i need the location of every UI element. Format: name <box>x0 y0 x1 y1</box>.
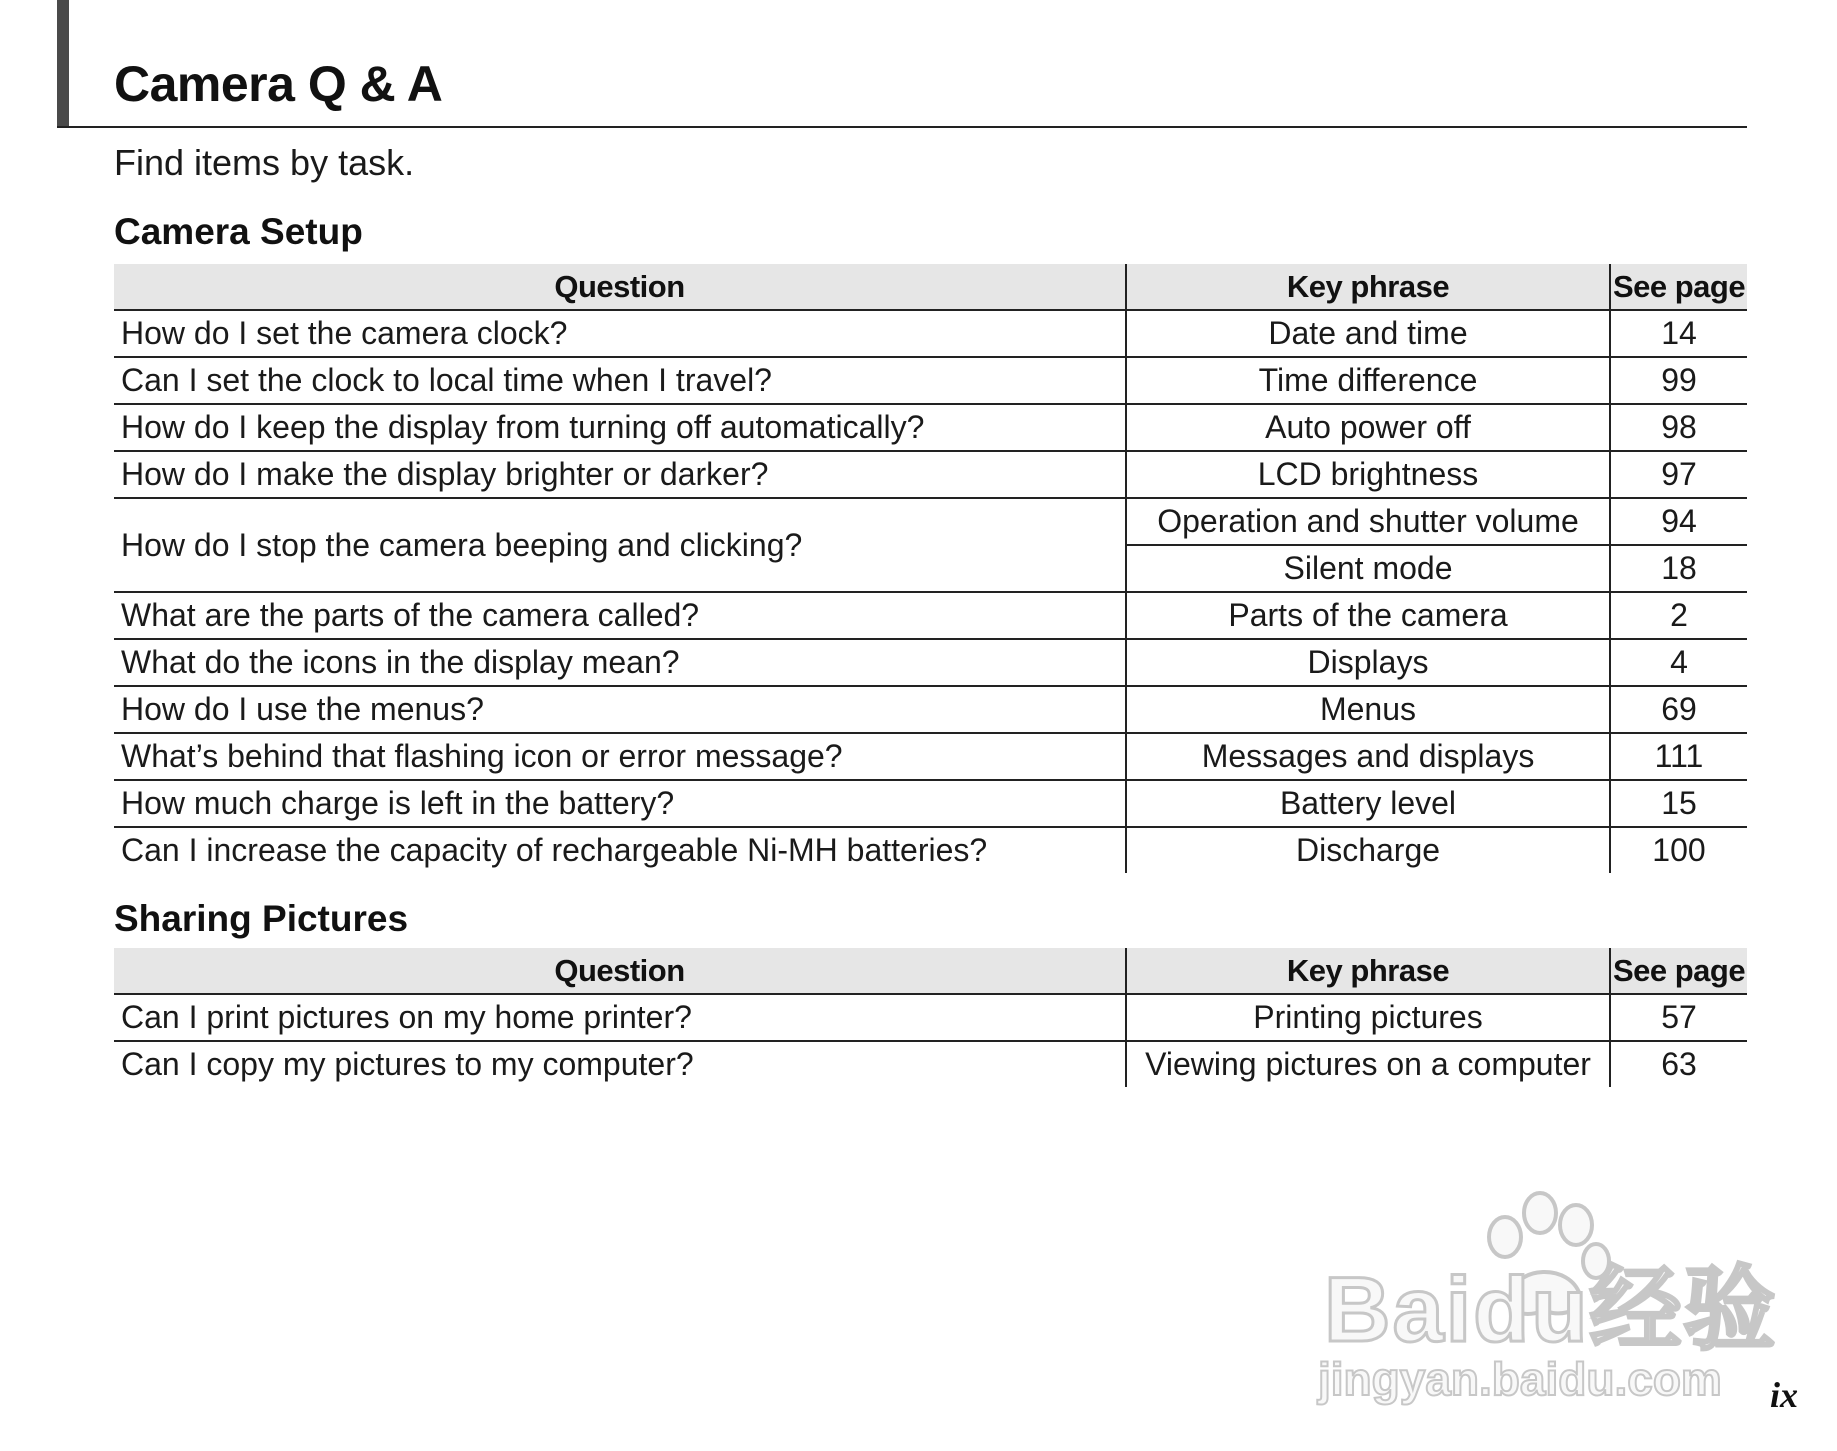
section-heading-sharing-pictures: Sharing Pictures <box>114 898 409 939</box>
question-cell: How do I stop the camera beeping and clicking? <box>114 498 1126 592</box>
column-header-question: Question <box>114 264 1126 310</box>
question-cell: How much charge is left in the battery? <box>114 780 1126 827</box>
table-header-row <box>114 948 1747 994</box>
key-phrase-cell: Auto power off <box>1126 404 1610 451</box>
page-number: ix <box>1770 1375 1799 1415</box>
table-row <box>114 994 1747 1041</box>
key-phrase-cell: Displays <box>1126 639 1610 686</box>
key-phrase-cell: Battery level <box>1126 780 1610 827</box>
question-cell: What are the parts of the camera called? <box>114 592 1126 639</box>
page-cell: 100 <box>1610 827 1747 873</box>
table-row <box>114 639 1747 686</box>
key-phrase-cell: Silent mode <box>1126 545 1610 592</box>
column-header-key-phrase: Key phrase <box>1126 948 1610 994</box>
table-row <box>114 686 1747 733</box>
left-accent-bar <box>57 0 69 128</box>
table-header-row <box>114 264 1747 310</box>
page-cell: 69 <box>1610 686 1747 733</box>
table-row <box>114 451 1747 498</box>
page-cell: 57 <box>1610 994 1747 1041</box>
page-cell: 4 <box>1610 639 1747 686</box>
column-header-see-page: See page <box>1610 264 1747 310</box>
page-cell: 14 <box>1610 310 1747 357</box>
key-phrase-cell: LCD brightness <box>1126 451 1610 498</box>
question-cell: What do the icons in the display mean? <box>114 639 1126 686</box>
table-row <box>114 827 1747 873</box>
camera-setup-table <box>114 264 1747 873</box>
section-heading-camera-setup: Camera Setup <box>114 211 363 252</box>
key-phrase-cell: Parts of the camera <box>1126 592 1610 639</box>
question-cell: What’s behind that flashing icon or error message? <box>114 733 1126 780</box>
key-phrase-cell: Operation and shutter volume <box>1126 498 1610 545</box>
key-phrase-cell: Messages and displays <box>1126 733 1610 780</box>
question-cell: How do I keep the display from turning off automatically? <box>114 404 1126 451</box>
watermark-url-text: jingyan.baidu.com <box>1318 1353 1722 1405</box>
table-row <box>114 733 1747 780</box>
table-row <box>114 592 1747 639</box>
watermark-main-text: Baidu经验 <box>1324 1259 1778 1361</box>
question-cell: How do I use the menus? <box>114 686 1126 733</box>
table-row <box>114 1041 1747 1087</box>
question-cell: How do I make the display brighter or darker? <box>114 451 1126 498</box>
key-phrase-cell: Menus <box>1126 686 1610 733</box>
table-row <box>114 357 1747 404</box>
column-header-question: Question <box>114 948 1126 994</box>
baidu-watermark <box>1310 1185 1778 1405</box>
key-phrase-cell: Time difference <box>1126 357 1610 404</box>
question-cell: Can I increase the capacity of rechargeable Ni-MH batteries? <box>121 832 988 868</box>
column-header-key-phrase: Key phrase <box>1126 264 1610 310</box>
page-cell: 99 <box>1610 357 1747 404</box>
table-row <box>114 498 1747 545</box>
table-row <box>114 780 1747 827</box>
page-cell: 2 <box>1610 592 1747 639</box>
page-cell: 111 <box>1610 733 1747 780</box>
page-cell: 97 <box>1610 451 1747 498</box>
question-cell: Can I print pictures on my home printer? <box>114 994 1126 1041</box>
key-phrase-cell: Discharge <box>1126 827 1610 873</box>
page-cell: 15 <box>1610 780 1747 827</box>
table-row <box>114 310 1747 357</box>
page-cell: 94 <box>1610 498 1747 545</box>
page-cell: 98 <box>1610 404 1747 451</box>
question-cell: How do I set the camera clock? <box>114 310 1126 357</box>
title-rule <box>57 126 1747 128</box>
page-title: Camera Q & A <box>114 56 443 112</box>
page-cell: 63 <box>1610 1041 1747 1087</box>
question-cell: Can I set the clock to local time when I travel? <box>114 357 1126 404</box>
table-row <box>114 404 1747 451</box>
key-phrase-cell: Viewing pictures on a computer <box>1126 1041 1610 1087</box>
page-subtitle: Find items by task. <box>114 142 415 183</box>
key-phrase-cell: Date and time <box>1126 310 1610 357</box>
page-cell: 18 <box>1610 545 1747 592</box>
column-header-see-page: See page <box>1610 948 1747 994</box>
sharing-pictures-table <box>114 948 1747 1087</box>
question-cell: Can I copy my pictures to my computer? <box>121 1046 694 1082</box>
key-phrase-cell: Printing pictures <box>1126 994 1610 1041</box>
